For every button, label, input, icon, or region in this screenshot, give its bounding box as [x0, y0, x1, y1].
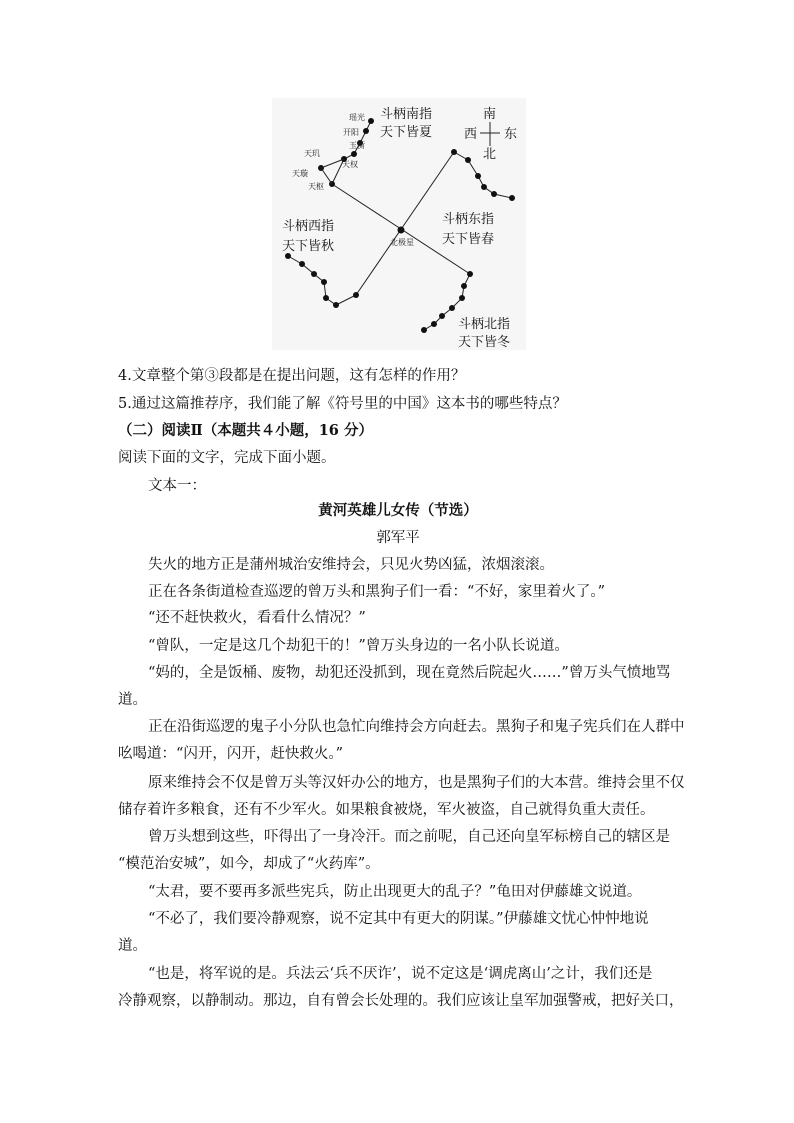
dipper-svg: [272, 98, 526, 350]
line-ne-sw: [356, 152, 454, 295]
article-title: 黄河英雄儿女传（节选）: [318, 502, 478, 519]
compass-west: 西: [464, 127, 478, 142]
section-instruction: 阅读下面的文字，完成下面小题。: [118, 450, 336, 466]
paragraph-line: 正在沿街巡逻的鬼子小分队也急忙向维持会方向赶去。黑狗子和鬼子宪兵们在人群中: [148, 719, 685, 735]
paragraph-line: 失火的地方正是蒲州城治安维持会，只见火势凶猛，浓烟滚滚。: [148, 557, 554, 573]
paragraph-line: 吆喝道：“闪开，闪开，赶快救火。”: [118, 746, 344, 762]
star-name-tianquan: 天权: [342, 160, 358, 169]
paragraph-line: 原来维持会不仅是曾万头等汉奸办公的地方，也是黑狗子们的大本营。维持会里不仅: [148, 775, 685, 791]
dipper-autumn-stars: [285, 253, 359, 308]
paragraph-line: “不必了，我们要冷静观察，说不定其中有更大的阴谋。”伊藤雄文忧心忡忡地说: [148, 911, 649, 927]
paragraph-line: 曾万头想到这些，吓得出了一身冷汗。而之前呢，自己还向皇军标榜自己的辖区是: [148, 829, 670, 845]
paragraph-line: 储存着许多粮食，还有不少军火。如果粮食被烧，军火被盗，自己就得负重大责任。: [118, 802, 655, 818]
winter-label-1: 斗柄北指: [458, 317, 511, 332]
polaris-label: 北极星: [390, 238, 414, 247]
spring-label-2: 天下皆春: [442, 232, 495, 247]
star-name-tianji: 天玑: [304, 149, 320, 158]
summer-label-1: 斗柄南指: [380, 107, 433, 122]
star-name-kaiyang: 开阳: [343, 128, 359, 137]
star-name-yaoguang: 瑶光: [349, 113, 365, 122]
compass-north: 北: [483, 147, 497, 162]
compass-south: 南: [483, 107, 497, 122]
paragraph-line: 冷静观察，以静制动。那边，自有曾会长处理的。我们应该让皇军加强警戒，把好关口，: [118, 993, 684, 1009]
winter-label-2: 天下皆冬: [458, 335, 511, 350]
spring-label-1: 斗柄东指: [442, 212, 495, 227]
star-name-tianshu: 天枢: [308, 182, 324, 191]
compass: [464, 106, 517, 162]
compass-east: 东: [504, 127, 518, 142]
question-5: 5.通过这篇推荐序，我们能了解《符号里的中国》这本书的哪些特点？: [118, 396, 567, 412]
paragraph-line: “还不赶快救火，看看什么情况？”: [148, 610, 366, 626]
big-dipper-diagram: [272, 98, 526, 350]
section-heading: （二）阅读Ⅱ（本题共４小题，16 分）: [118, 422, 373, 439]
summer-label-2: 天下皆夏: [380, 125, 433, 140]
paragraph-line: 道。: [118, 938, 147, 954]
paragraph-line: “妈的，全是饭桶、废物，劫犯还没抓到，现在竟然后院起火……”曾万头气愤地骂: [148, 665, 671, 681]
text-label: 文本一：: [148, 478, 206, 494]
article-author: 郭军平: [376, 530, 420, 546]
paragraph-line: 道。: [118, 692, 147, 708]
paragraph-line: “太君，要不要再多派些宪兵，防止出现更大的乱子？”龟田对伊藤雄文说道。: [148, 884, 642, 900]
polaris-star: [398, 227, 405, 234]
paragraph-line: “模范治安城”，如今，却成了“火药库”。: [118, 856, 380, 872]
autumn-label-2: 天下皆秋: [282, 239, 335, 254]
star-name-tianxuan: 天璇: [292, 169, 308, 178]
question-4: 4.文章整个第③段都是在提出问题，这有怎样的作用？: [118, 368, 466, 384]
star-name-yuheng: 玉衡: [349, 141, 365, 150]
paragraph-line: “也是，将军说的是。兵法云‘兵不厌诈’，说不定这是‘调虎离山’之计，我们还是: [148, 966, 653, 982]
paragraph-line: “曾队，一定是这几个劫犯干的！”曾万头身边的一名小队长说道。: [148, 638, 569, 654]
autumn-label-1: 斗柄西指: [282, 219, 335, 234]
paragraph-line: 正在各条街道检查巡逻的曾万头和黑狗子们一看：“不好，家里着火了。”: [148, 584, 606, 600]
